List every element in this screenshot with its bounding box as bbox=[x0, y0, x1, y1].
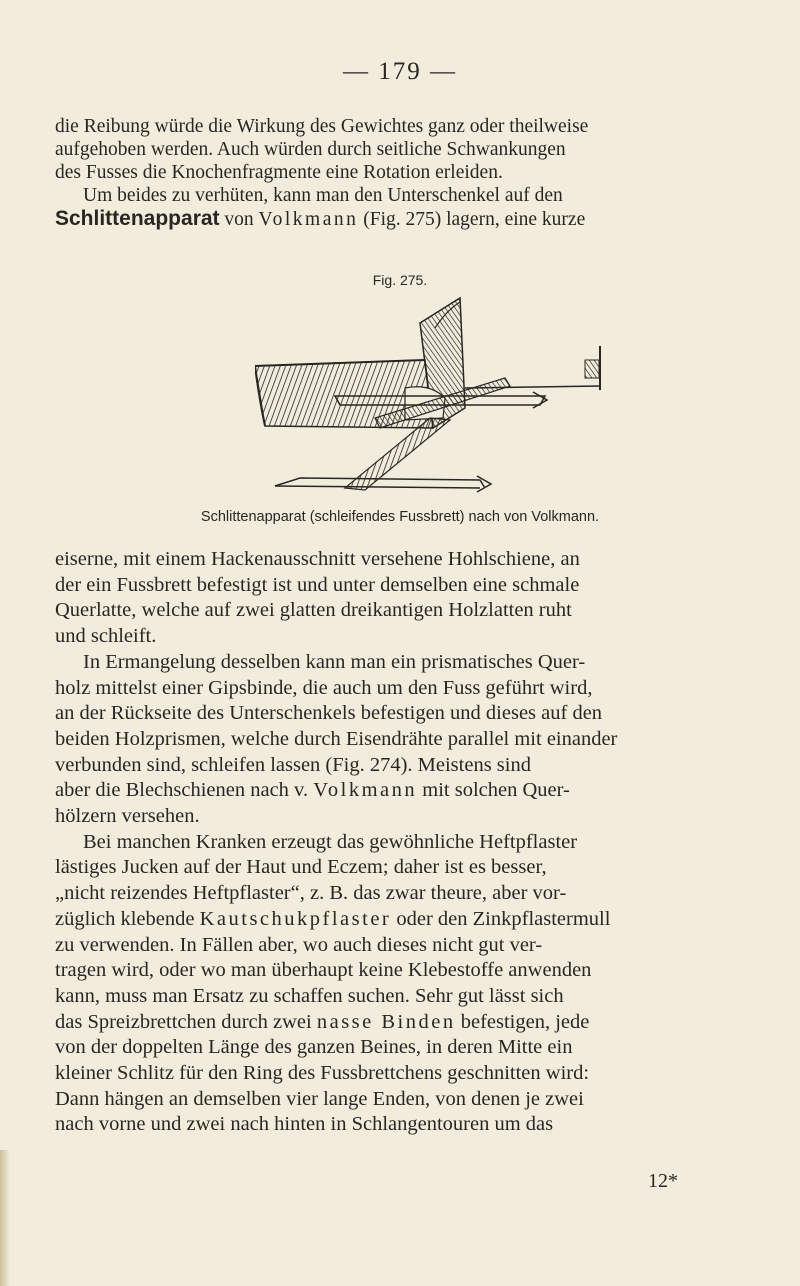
sled-apparatus-illustration bbox=[255, 288, 630, 498]
text-fragment: von bbox=[219, 209, 259, 230]
text-line: hölzern versehen. bbox=[55, 805, 200, 828]
text-line: an der Rückseite des Unterschenkels befestigen und dieses auf den bbox=[55, 702, 603, 725]
text-line: Bei manchen Kranken erzeugt das gewöhnliche Heftpflaster bbox=[83, 830, 578, 853]
paragraph-body bbox=[55, 547, 755, 1138]
text-line: kann, muss man Ersatz zu schaffen suchen. Sehr gut lässt sich bbox=[55, 984, 564, 1007]
text-line: Dann hängen an demselben vier lange Enden, von denen je zwei bbox=[55, 1087, 584, 1110]
figure-caption: Schlittenapparat (schleifendes Fussbrett) nach von Volkmann. bbox=[200, 509, 600, 525]
text-line: Querlatte, welche auf zwei glatten dreikantigen Holzlatten ruht bbox=[55, 599, 572, 622]
sheet-signature: 12* bbox=[648, 1170, 678, 1192]
page-number: — 179 — bbox=[343, 58, 457, 85]
text-line: die Reibung würde die Wirkung des Gewichtes ganz oder theilweise bbox=[55, 116, 589, 137]
text-line: und schleift. bbox=[55, 625, 157, 648]
text-fragment: mit solchen Quer- bbox=[417, 779, 570, 802]
text-fragment: (Fig. 275) lagern, eine kurze bbox=[358, 209, 586, 230]
term-spaced: nasse Binden bbox=[316, 1010, 456, 1033]
text-line: aufgehoben werden. Auch würden durch seitliche Schwankungen bbox=[55, 139, 566, 160]
text-line bbox=[55, 207, 755, 231]
text-fragment: oder den Zinkpflastermull bbox=[391, 907, 611, 930]
text-line bbox=[55, 1010, 755, 1036]
author-name: Volkmann bbox=[313, 779, 418, 802]
text-line bbox=[55, 778, 755, 804]
text-line: lästiges Jucken auf der Haut und Eczem; daher ist es besser, bbox=[55, 856, 547, 879]
text-line: des Fusses die Knochenfragmente eine Rotation erleiden. bbox=[55, 162, 503, 183]
text-fragment: züglich klebende bbox=[55, 907, 200, 930]
text-fragment: befestigen, jede bbox=[455, 1010, 590, 1033]
text-line: kleiner Schlitz für den Ring des Fussbrettchens geschnitten wird: bbox=[55, 1062, 590, 1085]
term-spaced: Kautschukpflaster bbox=[199, 907, 392, 930]
page-edge-shadow bbox=[0, 1150, 10, 1286]
figure-illustration bbox=[255, 288, 630, 498]
text-line: beiden Holzprismen, welche durch Eisendrähte parallel mit einander bbox=[55, 727, 618, 750]
paragraph-intro bbox=[55, 115, 755, 231]
text-line: der ein Fussbrett befestigt ist und unter demselben eine schmale bbox=[55, 573, 580, 596]
text-line: tragen wird, oder wo man überhaupt keine Klebestoffe anwenden bbox=[55, 959, 592, 982]
figure-label: Fig. 275. bbox=[372, 272, 428, 288]
text-fragment: das Spreizbrettchen durch zwei bbox=[55, 1010, 317, 1033]
text-line: nach vorne und zwei nach hinten in Schlangentouren um das bbox=[55, 1113, 554, 1136]
term-bold: Schlittenapparat bbox=[55, 207, 220, 230]
text-line: holz mittelst einer Gipsbinde, die auch um den Fuss geführt wird, bbox=[55, 676, 593, 699]
text-line: „nicht reizendes Heftpflaster“, z. B. das zwar theure, aber vor- bbox=[55, 882, 567, 905]
text-line: von der doppelten Länge des ganzen Beines, in deren Mitte ein bbox=[55, 1036, 573, 1059]
author-name: Volkmann bbox=[258, 209, 359, 230]
text-line: In Ermangelung desselben kann man ein prismatisches Quer- bbox=[83, 650, 586, 673]
text-line: eiserne, mit einem Hackenausschnitt versehene Hohlschiene, an bbox=[55, 548, 580, 570]
text-line: Um beides zu verhüten, kann man den Unterschenkel auf den bbox=[83, 185, 563, 206]
text-fragment: aber die Blechschienen nach v. bbox=[55, 779, 314, 802]
text-line: zu verwenden. In Fällen aber, wo auch dieses nicht gut ver- bbox=[55, 933, 543, 956]
text-line bbox=[55, 907, 755, 933]
text-line: verbunden sind, schleifen lassen (Fig. 274). Meistens sind bbox=[55, 753, 531, 776]
